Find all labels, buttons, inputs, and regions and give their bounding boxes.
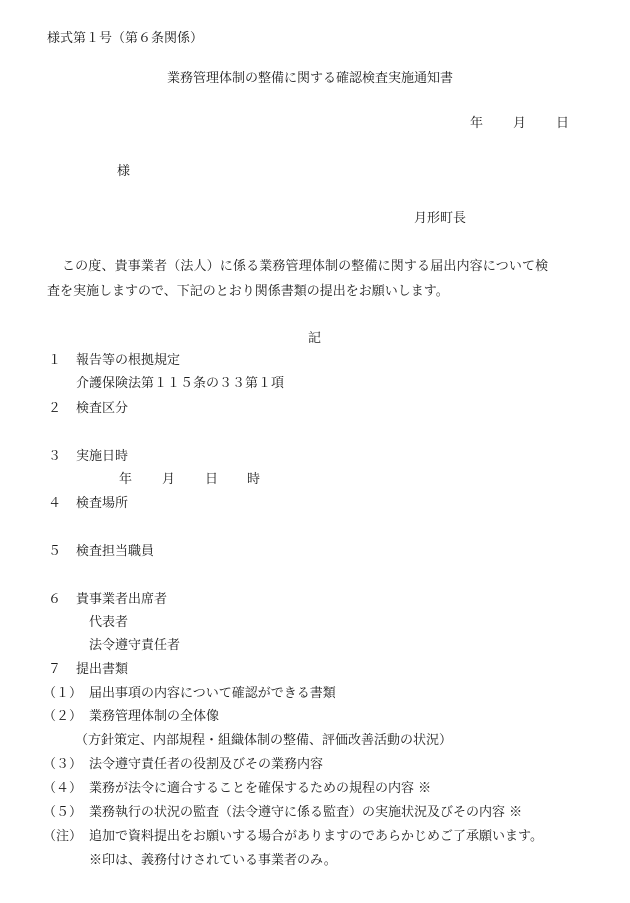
document-3-text: 法令遵守責任者の役割及びその業務内容 — [89, 757, 324, 772]
document-4-number: （４） — [43, 781, 83, 796]
item-5-number: ５ — [48, 544, 62, 559]
date-month: 月 — [513, 116, 527, 131]
document-1-number: （１） — [43, 686, 83, 701]
item-6-number: ６ — [48, 592, 62, 607]
document-5-number: （５） — [43, 805, 83, 820]
item-7-label: 提出書類 — [76, 662, 129, 677]
document-4-text: 業務が法令に適合することを確保するための規程の内容 ※ — [89, 781, 432, 796]
item-2-number: ２ — [48, 401, 62, 416]
form-number: 様式第１号（第６条関係） — [47, 31, 204, 46]
item-3-number: ３ — [48, 449, 62, 464]
item-3-month: 月 — [162, 472, 176, 487]
date-day: 日 — [556, 116, 570, 131]
document-2-subtext: （方針策定、内部規程・組織体制の整備、評価改善活動の状況） — [75, 733, 453, 748]
item-1-detail: 介護保険法第１１５条の３３第１項 — [76, 376, 285, 391]
item-6-compliance-officer: 法令遵守責任者 — [89, 638, 181, 653]
addressee-suffix: 様 — [117, 164, 131, 179]
item-6-label: 貴事業者出席者 — [76, 592, 168, 607]
ki-heading: 記 — [308, 331, 322, 346]
body-line-1: この度、貴事業者（法人）に係る業務管理体制の整備に関する届出内容について検 — [62, 259, 549, 274]
item-3-day: 日 — [205, 472, 219, 487]
item-1-label: 報告等の根拠規定 — [76, 353, 181, 368]
body-line-2: 査を実施しますので、下記のとおり関係書類の提出をお願いします。 — [47, 284, 449, 299]
sender: 月形町長 — [414, 211, 467, 226]
item-7-number: ７ — [48, 662, 62, 677]
note-text: 追加で資料提出をお願いする場合がありますのであらかじめご了承願います。 — [89, 829, 543, 844]
item-3-year: 年 — [119, 472, 133, 487]
date-year: 年 — [470, 116, 484, 131]
document-title: 業務管理体制の整備に関する確認検査実施通知書 — [167, 71, 454, 86]
item-4-number: ４ — [48, 496, 62, 511]
item-1-number: １ — [48, 353, 62, 368]
document-5-text: 業務執行の状況の監査（法令遵守に係る監査）の実施状況及びその内容 ※ — [89, 805, 523, 820]
note-subtext: ※印は、義務付けされている事業者のみ。 — [89, 853, 337, 868]
document-1-text: 届出事項の内容について確認ができる書類 — [89, 686, 336, 701]
item-3-hour: 時 — [247, 472, 261, 487]
document-2-number: （２） — [43, 709, 83, 724]
item-3-label: 実施日時 — [76, 449, 129, 464]
item-6-representative: 代表者 — [89, 615, 129, 630]
item-4-label: 検査場所 — [76, 496, 129, 511]
item-2-label: 検査区分 — [76, 401, 129, 416]
item-5-label: 検査担当職員 — [76, 544, 155, 559]
note-number: （注） — [43, 829, 83, 844]
document-3-number: （３） — [43, 757, 83, 772]
document-2-text: 業務管理体制の全体像 — [89, 709, 220, 724]
